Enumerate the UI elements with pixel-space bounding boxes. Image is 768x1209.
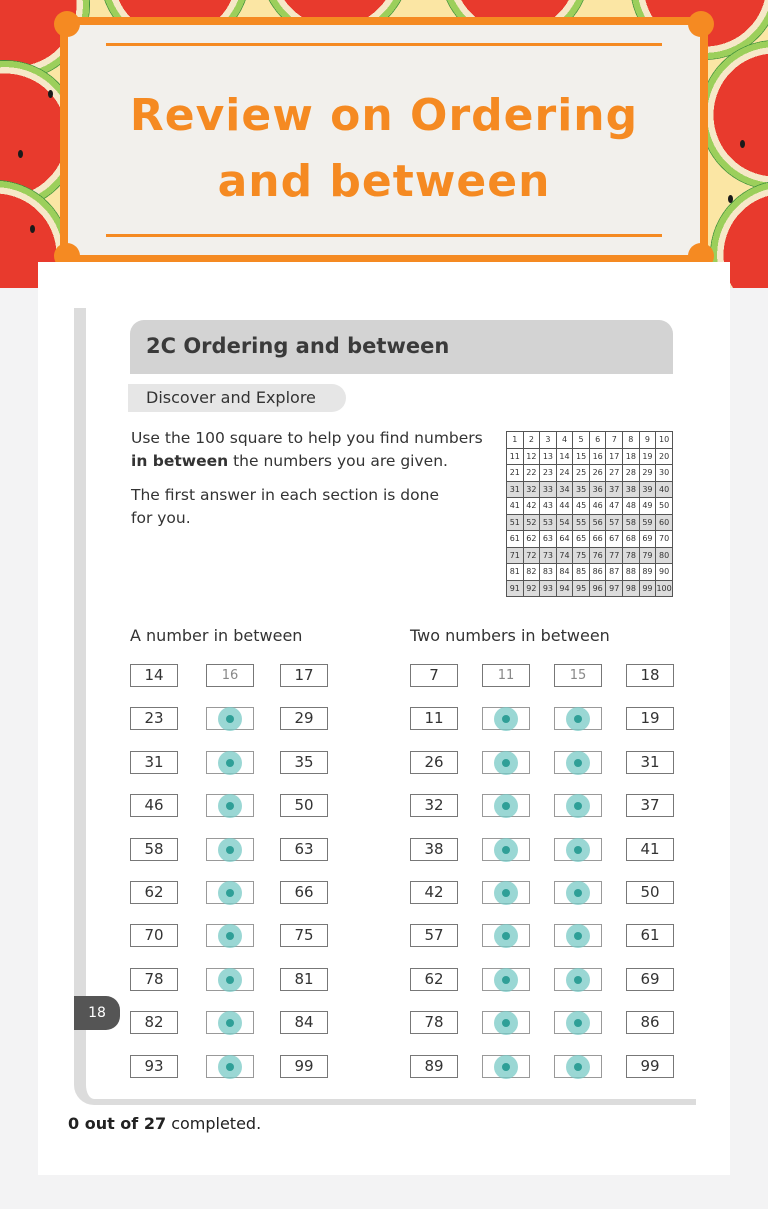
- progress-status: [68, 1114, 261, 1133]
- left-high-number: 66: [280, 881, 328, 904]
- drop-target-dot[interactable]: [218, 1055, 242, 1079]
- left-answer-box[interactable]: [206, 1055, 254, 1078]
- left-low-number: 62: [130, 881, 178, 904]
- hundred-square-cell: 76: [589, 547, 606, 564]
- left-low-number: 46: [130, 794, 178, 817]
- left-low-number: 31: [130, 751, 178, 774]
- hundred-square-cell: 68: [623, 531, 640, 548]
- right-answer-box-1[interactable]: [482, 881, 530, 904]
- right-answer-box-1[interactable]: [482, 707, 530, 730]
- hundred-square-cell: 55: [573, 514, 590, 531]
- right-low-number: 11: [410, 707, 458, 730]
- hundred-square-cell: 87: [606, 564, 623, 581]
- hundred-square-cell: 74: [556, 547, 573, 564]
- progress-suffix: completed.: [171, 1114, 262, 1133]
- right-high-number: 50: [626, 881, 674, 904]
- hundred-square-cell: 9: [639, 432, 656, 449]
- hundred-square-cell: 83: [540, 564, 557, 581]
- drop-target-dot[interactable]: [494, 968, 518, 992]
- drop-target-dot[interactable]: [218, 1011, 242, 1035]
- left-low-number: 14: [130, 664, 178, 687]
- hundred-square-cell: 2: [523, 432, 540, 449]
- hundred-square-cell: 37: [606, 481, 623, 498]
- left-high-number: 29: [280, 707, 328, 730]
- hundred-square-cell: 92: [523, 580, 540, 597]
- hundred-square-cell: 35: [573, 481, 590, 498]
- left-answer-box[interactable]: [206, 924, 254, 947]
- left-high-number: 75: [280, 924, 328, 947]
- left-low-number: 82: [130, 1011, 178, 1034]
- right-answer-box-1[interactable]: [482, 968, 530, 991]
- hundred-square-cell: 6: [589, 432, 606, 449]
- hundred-square-cell: 12: [523, 448, 540, 465]
- right-answer-box-1[interactable]: [482, 838, 530, 861]
- hundred-square-cell: 94: [556, 580, 573, 597]
- hundred-square-cell: 80: [656, 547, 673, 564]
- hundred-square-cell: 10: [656, 432, 673, 449]
- left-answer-box[interactable]: [206, 881, 254, 904]
- left-answer-box[interactable]: [206, 838, 254, 861]
- hundred-square-cell: 8: [623, 432, 640, 449]
- hundred-square-cell: 79: [639, 547, 656, 564]
- left-example-answer: 16: [206, 664, 254, 687]
- progress-count: 0 out of 27: [68, 1114, 167, 1133]
- right-high-number: 19: [626, 707, 674, 730]
- left-high-number: 17: [280, 664, 328, 687]
- hundred-square-cell: 96: [589, 580, 606, 597]
- hundred-square-cell: 14: [556, 448, 573, 465]
- worksheet-title: Review on Ordering and between: [129, 90, 639, 207]
- drop-target-dot[interactable]: [494, 1055, 518, 1079]
- right-high-number: 18: [626, 664, 674, 687]
- left-high-number: 63: [280, 838, 328, 861]
- drop-target-dot[interactable]: [494, 1011, 518, 1035]
- hundred-square-cell: 15: [573, 448, 590, 465]
- hundred-square-cell: 1: [507, 432, 524, 449]
- hundred-square-cell: 91: [507, 580, 524, 597]
- hundred-square-cell: 22: [523, 465, 540, 482]
- hundred-square-cell: 41: [507, 498, 524, 515]
- hundred-square-cell: 99: [639, 580, 656, 597]
- hundred-square-cell: 56: [589, 514, 606, 531]
- right-answer-box-1[interactable]: [482, 751, 530, 774]
- right-answer-box-2[interactable]: [554, 751, 602, 774]
- hundred-square-cell: 95: [573, 580, 590, 597]
- drop-target-dot[interactable]: [566, 881, 590, 905]
- hundred-square-cell: 45: [573, 498, 590, 515]
- right-answer-box-2[interactable]: [554, 924, 602, 947]
- hundred-square-cell: 51: [507, 514, 524, 531]
- hundred-square-cell: 90: [656, 564, 673, 581]
- right-high-number: 41: [626, 838, 674, 861]
- hundred-square-cell: 89: [639, 564, 656, 581]
- right-answer-box-2[interactable]: [554, 1055, 602, 1078]
- right-answer-box-1[interactable]: [482, 794, 530, 817]
- hundred-square-cell: 39: [639, 481, 656, 498]
- hundred-square-cell: 62: [523, 531, 540, 548]
- hundred-square-cell: 17: [606, 448, 623, 465]
- hundred-square-cell: 36: [589, 481, 606, 498]
- hundred-square-cell: 58: [623, 514, 640, 531]
- left-answer-box[interactable]: [206, 707, 254, 730]
- hundred-square-cell: 78: [623, 547, 640, 564]
- hundred-square-cell: 98: [623, 580, 640, 597]
- hundred-square-cell: 70: [656, 531, 673, 548]
- drop-target-dot[interactable]: [218, 838, 242, 862]
- right-example-answer-1: 11: [482, 664, 530, 687]
- right-high-number: 37: [626, 794, 674, 817]
- drop-target-dot[interactable]: [566, 751, 590, 775]
- instruction-1: Use the 100 square to help you find numbers in between the numbers you are given.: [131, 429, 483, 470]
- hundred-square-cell: 73: [540, 547, 557, 564]
- right-low-number: 38: [410, 838, 458, 861]
- right-low-number: 7: [410, 664, 458, 687]
- right-answer-box-2[interactable]: [554, 1011, 602, 1034]
- right-high-number: 69: [626, 968, 674, 991]
- right-low-number: 78: [410, 1011, 458, 1034]
- hundred-square-cell: 52: [523, 514, 540, 531]
- hundred-square-cell: 5: [573, 432, 590, 449]
- hundred-square-cell: 84: [556, 564, 573, 581]
- hundred-square-cell: 3: [540, 432, 557, 449]
- right-low-number: 62: [410, 968, 458, 991]
- left-low-number: 23: [130, 707, 178, 730]
- drop-target-dot[interactable]: [494, 794, 518, 818]
- title-card: [60, 17, 708, 263]
- right-low-number: 26: [410, 751, 458, 774]
- hundred-square-cell: 77: [606, 547, 623, 564]
- left-high-number: 35: [280, 751, 328, 774]
- hundred-square-cell: 59: [639, 514, 656, 531]
- right-high-number: 99: [626, 1055, 674, 1078]
- drop-target-dot[interactable]: [494, 751, 518, 775]
- left-low-number: 78: [130, 968, 178, 991]
- hundred-square-cell: 34: [556, 481, 573, 498]
- drop-target-dot[interactable]: [566, 924, 590, 948]
- right-low-number: 57: [410, 924, 458, 947]
- hundred-square-cell: 23: [540, 465, 557, 482]
- hundred-square-cell: 81: [507, 564, 524, 581]
- hundred-square-cell: 93: [540, 580, 557, 597]
- hundred-square-cell: 67: [606, 531, 623, 548]
- right-low-number: 89: [410, 1055, 458, 1078]
- right-example-answer-2: 15: [554, 664, 602, 687]
- drop-target-dot[interactable]: [494, 924, 518, 948]
- left-answer-box[interactable]: [206, 794, 254, 817]
- drop-target-dot[interactable]: [218, 751, 242, 775]
- hundred-square-cell: 7: [606, 432, 623, 449]
- hundred-square-cell: 38: [623, 481, 640, 498]
- hundred-square-cell: 57: [606, 514, 623, 531]
- drop-target-dot[interactable]: [566, 838, 590, 862]
- drop-target-dot[interactable]: [566, 1011, 590, 1035]
- instruction-2: The first answer in each section is done for you.: [131, 486, 439, 527]
- right-answer-box-2[interactable]: [554, 707, 602, 730]
- hundred-square-cell: 82: [523, 564, 540, 581]
- hundred-square-cell: 33: [540, 481, 557, 498]
- drop-target-dot[interactable]: [566, 794, 590, 818]
- hundred-square-cell: 4: [556, 432, 573, 449]
- hundred-square-cell: 64: [556, 531, 573, 548]
- left-low-number: 58: [130, 838, 178, 861]
- left-high-number: 81: [280, 968, 328, 991]
- hundred-square-cell: 29: [639, 465, 656, 482]
- hundred-square-cell: 11: [507, 448, 524, 465]
- hundred-square-cell: 26: [589, 465, 606, 482]
- hundred-square-cell: 97: [606, 580, 623, 597]
- hundred-square-cell: 48: [623, 498, 640, 515]
- hundred-square-cell: 71: [507, 547, 524, 564]
- drop-target-dot[interactable]: [218, 881, 242, 905]
- drop-target-dot[interactable]: [218, 924, 242, 948]
- drop-target-dot[interactable]: [218, 707, 242, 731]
- hundred-square-cell: 27: [606, 465, 623, 482]
- drop-target-dot[interactable]: [566, 707, 590, 731]
- right-low-number: 42: [410, 881, 458, 904]
- hundred-square-cell: 88: [623, 564, 640, 581]
- hundred-square-cell: 65: [573, 531, 590, 548]
- hundred-square-cell: 20: [656, 448, 673, 465]
- left-high-number: 84: [280, 1011, 328, 1034]
- hundred-square-cell: 69: [639, 531, 656, 548]
- hundred-square-cell: 53: [540, 514, 557, 531]
- hundred-square-cell: 30: [656, 465, 673, 482]
- subsection-title: Discover and Explore: [128, 384, 346, 412]
- drop-target-dot[interactable]: [566, 1055, 590, 1079]
- right-answer-box-2[interactable]: [554, 794, 602, 817]
- hundred-square-cell: 46: [589, 498, 606, 515]
- right-answer-box-2[interactable]: [554, 968, 602, 991]
- hundred-square-cell: 50: [656, 498, 673, 515]
- hundred-square-cell: 86: [589, 564, 606, 581]
- page-number: 18: [74, 996, 120, 1030]
- left-low-number: 93: [130, 1055, 178, 1078]
- hundred-square-cell: 63: [540, 531, 557, 548]
- section-header: [130, 320, 673, 374]
- hundred-square-cell: 16: [589, 448, 606, 465]
- drop-target-dot[interactable]: [494, 838, 518, 862]
- drop-target-dot[interactable]: [218, 794, 242, 818]
- hundred-square-cell: 24: [556, 465, 573, 482]
- hundred-square-cell: 31: [507, 481, 524, 498]
- drop-target-dot[interactable]: [494, 881, 518, 905]
- section-title: 2C Ordering and between: [146, 334, 450, 358]
- hundred-square-cell: 21: [507, 465, 524, 482]
- hundred-square-cell: 72: [523, 547, 540, 564]
- hundred-square-cell: 61: [507, 531, 524, 548]
- right-high-number: 31: [626, 751, 674, 774]
- right-high-number: 86: [626, 1011, 674, 1034]
- left-answer-box[interactable]: [206, 1011, 254, 1034]
- hundred-square-cell: 49: [639, 498, 656, 515]
- right-column-label: Two numbers in between: [410, 626, 610, 645]
- hundred-square-cell: 60: [656, 514, 673, 531]
- hundred-square: [506, 431, 673, 597]
- left-answer-box[interactable]: [206, 751, 254, 774]
- hundred-square-cell: 18: [623, 448, 640, 465]
- right-answer-box-2[interactable]: [554, 881, 602, 904]
- right-high-number: 61: [626, 924, 674, 947]
- right-answer-box-2[interactable]: [554, 838, 602, 861]
- header-banner: [0, 0, 768, 288]
- left-column-label: A number in between: [130, 626, 303, 645]
- hundred-square-cell: 54: [556, 514, 573, 531]
- right-low-number: 32: [410, 794, 458, 817]
- left-answer-box[interactable]: [206, 968, 254, 991]
- hundred-square-cell: 44: [556, 498, 573, 515]
- right-answer-box-1[interactable]: [482, 1011, 530, 1034]
- hundred-square-cell: 40: [656, 481, 673, 498]
- hundred-square-cell: 25: [573, 465, 590, 482]
- hundred-square-cell: 28: [623, 465, 640, 482]
- hundred-square-cell: 85: [573, 564, 590, 581]
- hundred-square-cell: 66: [589, 531, 606, 548]
- hundred-square-cell: 19: [639, 448, 656, 465]
- drop-target-dot[interactable]: [494, 707, 518, 731]
- drop-target-dot[interactable]: [218, 968, 242, 992]
- hundred-square-cell: 13: [540, 448, 557, 465]
- left-high-number: 50: [280, 794, 328, 817]
- hundred-square-cell: 32: [523, 481, 540, 498]
- right-answer-box-1[interactable]: [482, 1055, 530, 1078]
- left-low-number: 70: [130, 924, 178, 947]
- hundred-square-cell: 100: [656, 580, 673, 597]
- right-answer-box-1[interactable]: [482, 924, 530, 947]
- hundred-square-cell: 42: [523, 498, 540, 515]
- drop-target-dot[interactable]: [566, 968, 590, 992]
- hundred-square-cell: 47: [606, 498, 623, 515]
- hundred-square-cell: 43: [540, 498, 557, 515]
- hundred-square-cell: 75: [573, 547, 590, 564]
- left-high-number: 99: [280, 1055, 328, 1078]
